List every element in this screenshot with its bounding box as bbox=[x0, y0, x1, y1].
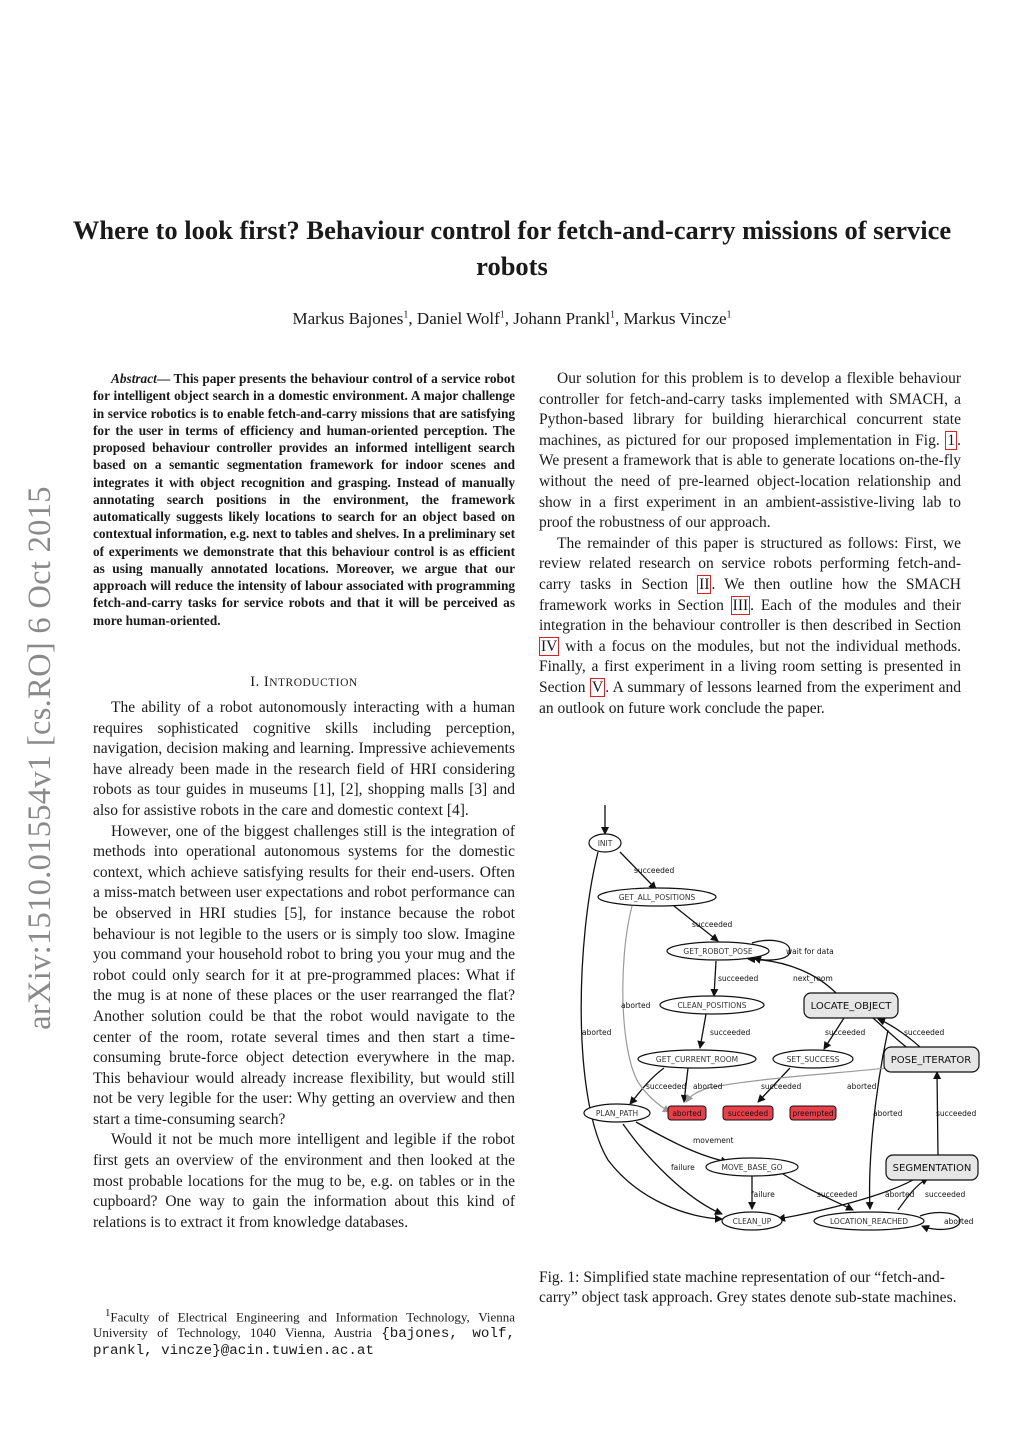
edge-label: succeeded bbox=[710, 1028, 751, 1037]
edge-label: next_room bbox=[793, 974, 833, 983]
outcome-aborted bbox=[668, 1106, 706, 1120]
arxiv-identifier: arXiv:1510.01554v1 [cs.RO] 6 Oct 2015 bbox=[22, 486, 58, 1030]
edge-label: succeeded bbox=[692, 920, 733, 929]
state-label: GET_CURRENT_ROOM bbox=[655, 1055, 739, 1064]
paragraph: However, one of the biggest challenges still is the integration of methods into operational autonomous systems for the domestic context, which achieve satisfying results for their end-users. Often a miss-match between user expectations and robot performance can be observed in HRI studies [5], for instance because the robot behaviour is not legible to the users or is simply too slow. Imagine you command your household robot to bring you your mug and the robot could only search for it at pre-programmed places: What if the mug is at none of these places or the user rearranged the flat? Another solution could be that the robot would navigate to the center of the room, rotate several times and then start a time-consuming brute-force object detection everywhere in the map. This behaviour would already increase flexibility, but would still not be very legible for the user: Why getting an overview and then start a time-consuming search? bbox=[93, 822, 515, 1128]
edge-label: aborted bbox=[621, 1001, 651, 1010]
author-name: Johann Prankl bbox=[513, 309, 611, 328]
edge-label: wait for data bbox=[786, 947, 834, 956]
figure-caption: Fig. 1: Simplified state machine representation of our “fetch-and-carry” object task approach. Grey states denote sub-state machines. bbox=[539, 1269, 957, 1307]
state-segmentation bbox=[886, 1155, 978, 1180]
outcome-label: aborted bbox=[672, 1109, 702, 1118]
author-emails: {bajones, wolf, prankl, vincze}@acin.tuwien.ac.at bbox=[93, 1326, 515, 1360]
section-ref-link[interactable]: II bbox=[699, 575, 710, 593]
edge-label: aborted bbox=[873, 1109, 903, 1118]
state-label: LOCATE_OBJECT bbox=[810, 1001, 892, 1012]
state-clean-up bbox=[722, 1212, 782, 1230]
state-init bbox=[589, 834, 621, 852]
state-get-current-room bbox=[638, 1050, 756, 1068]
abstract bbox=[93, 370, 515, 629]
state-clean-positions bbox=[660, 996, 764, 1014]
edge-label: aborted bbox=[847, 1082, 877, 1091]
paper-title: Where to look first? Behaviour control for fetch-and-carry missions of service robots bbox=[72, 215, 952, 281]
state-get-robot-pose bbox=[667, 942, 769, 960]
edge-label: aborted bbox=[693, 1082, 723, 1091]
author-name: Markus Vincze bbox=[623, 309, 727, 328]
paragraph: The remainder of this paper is structured as follows: First, we review related research on service robots performing fetch-and-carry tasks in Section II . We then outline how the SMACH framework works in Section III . Each of the modules and their integration in the behaviour controller is then described in Section IV with a focus on the modules, but not the individual methods. Finally, a first experiment in a living room setting is presented in Section V . A summary of lessons learned from the experiment and an outlook on future work conclude the paper. bbox=[539, 534, 962, 717]
state-label: LOCATION_REACHED bbox=[830, 1217, 908, 1226]
state-get-all-positions bbox=[598, 888, 716, 906]
state-location-reached bbox=[814, 1212, 924, 1230]
abstract-text: — This paper presents the behaviour control of a service robot for intelligent object search in a domestic environment. A major challenge in service robotics is to enable fetch-and-carry missions that are satisfying for the user in terms of efficiency and human-oriented perception. The proposed behaviour controller provides an informed intelligent search based on a semantic segmentation framework for indoor scenes and integrates it with object recognition and grasping. Instead of manually annotating search positions in the environment, the framework automatically suggests likely locations to search for an object based on contextual information, e.g. next to tables and shelves. In a preliminary set of experiments we demonstrate that this behaviour control is as efficient as using manually annotated locations. Moreover, we argue that our approach will reduce the intensity of labour associated with programming fetch-and-carry tasks for service robots and that it will be perceived as more human-oriented. bbox=[93, 371, 515, 628]
edge-label: failure bbox=[751, 1190, 775, 1199]
paragraph: Would it not be much more intelligent and legible if the robot first gets an overview of the environment and then looked at the most probable locations for the mug to be, e.g. on tables or in the cupboard? One way to gain the information about this kind of relations is to extract it from knowledge databases. bbox=[93, 1131, 515, 1231]
state-label: INIT bbox=[597, 839, 613, 848]
section-ref-link[interactable]: V bbox=[591, 678, 604, 696]
section-ref-link[interactable]: IV bbox=[541, 637, 558, 655]
edge-label: aborted bbox=[885, 1190, 915, 1199]
edge-label: succeeded bbox=[925, 1190, 966, 1199]
state-locate-object bbox=[804, 993, 898, 1018]
edge bbox=[700, 1014, 706, 1048]
state-machine-diagram bbox=[568, 800, 988, 1236]
author-name: Markus Bajones bbox=[292, 309, 404, 328]
section-ref-link[interactable]: III bbox=[732, 596, 749, 614]
state-label: SEGMENTATION bbox=[892, 1163, 972, 1174]
author-name: Daniel Wolf bbox=[416, 309, 500, 328]
author-affiliation: 1 bbox=[726, 309, 732, 321]
edge-label: movement bbox=[693, 1136, 734, 1145]
state-label: GET_ROBOT_POSE bbox=[683, 947, 753, 956]
author-affiliation: 1 bbox=[610, 309, 616, 321]
edge-label: succeeded bbox=[634, 866, 675, 875]
state-machine-figure bbox=[568, 800, 988, 1236]
state-label: MOVE_BASE_GO bbox=[721, 1163, 783, 1172]
abstract-label: Abstract bbox=[111, 371, 157, 386]
footnote: $^1$Faculty of Electrical Engineering and Information Technology, Vienna University of Technology, 1040 Vienna, Austria {bajones, wolf, prankl, vincze}@acin.tuwien.ac.at bbox=[93, 1307, 515, 1360]
edge-label: succeeded bbox=[817, 1190, 858, 1199]
outcome-label: succeeded bbox=[727, 1109, 769, 1118]
state-label: CLEAN_POSITIONS bbox=[677, 1001, 747, 1010]
edge-label: aborted bbox=[582, 1028, 612, 1037]
edge-label: failure bbox=[671, 1163, 695, 1172]
outcome-succeeded bbox=[723, 1106, 773, 1120]
state-label: GET_ALL_POSITIONS bbox=[618, 893, 696, 902]
paragraph: The ability of a robot autonomously interacting with a human requires sophisticated cognitive skills including perception, navigation, decision making and learning. Impressive achievements have already been made in the research field of HRI considering robots as tour guides in museums [1], [2], shopping malls [3] and also for assistive robots in the care and domestic context [4]. bbox=[93, 699, 515, 819]
author-affiliation: 1 bbox=[403, 309, 409, 321]
state-set-success bbox=[773, 1050, 853, 1068]
edge-label: succeeded bbox=[718, 974, 759, 983]
edge-label: succeeded bbox=[761, 1082, 802, 1091]
right-column-body bbox=[539, 369, 961, 719]
state-pose-iterator bbox=[884, 1047, 979, 1072]
edge bbox=[714, 961, 716, 996]
state-label: SET_SUCCESS bbox=[786, 1055, 840, 1064]
edge-label: succeeded bbox=[904, 1028, 945, 1037]
state-label: CLEAN_UP bbox=[732, 1217, 772, 1226]
edge-label: succeeded bbox=[936, 1109, 977, 1118]
state-label: PLAN_PATH bbox=[595, 1109, 639, 1118]
edge-label: aborted bbox=[944, 1217, 974, 1226]
state-plan-path bbox=[584, 1104, 650, 1122]
author-affiliation: 1 bbox=[499, 309, 505, 321]
edge-label: succeeded bbox=[825, 1028, 866, 1037]
state-label: POSE_ITERATOR bbox=[890, 1055, 972, 1066]
introduction-body bbox=[93, 698, 515, 1233]
edge-label: succeeded bbox=[646, 1082, 687, 1091]
section-heading-introduction: I. INTRODUCTION bbox=[250, 674, 358, 690]
author-list: Markus Bajones$^1$, Daniel Wolf$^1$, Johann Prankl$^1$, Markus Vincze$^1$ bbox=[292, 309, 732, 328]
outcome-label: preempted bbox=[792, 1109, 834, 1118]
state-move-base-go bbox=[706, 1158, 798, 1176]
figure-ref-link[interactable]: 1 bbox=[947, 431, 956, 449]
paragraph: Our solution for this problem is to develop a flexible behaviour controller for fetch-and-carry tasks implemented with SMACH, a Python-based library for building hierarchical concurrent state machines, as pictured for our proposed implementation in Fig. 1 . We present a framework that is able to generate locations on-the-fly without the need of pre-learned object-location relationship and show in a first experiment in an ambient-assistive-living lab to proof the robustness of our approach. bbox=[539, 370, 961, 532]
outcome-preempted bbox=[790, 1106, 836, 1120]
